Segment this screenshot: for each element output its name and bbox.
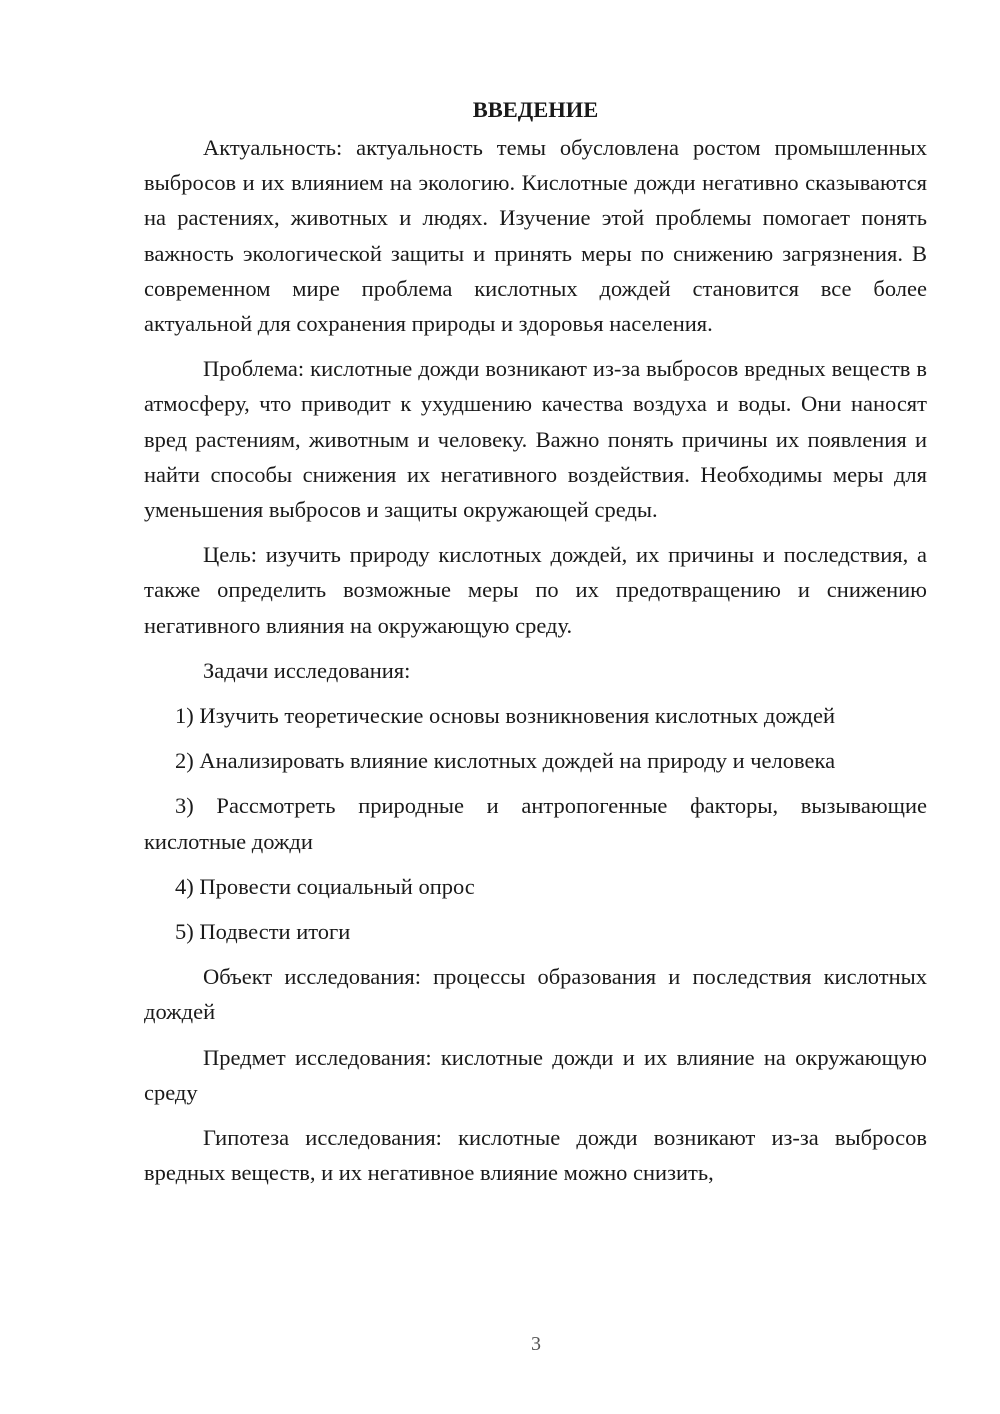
task-item: 1) Изучить теоретические основы возникновения кислотных дождей <box>175 703 836 729</box>
section-title: ВВЕДЕНИЕ <box>472 97 599 122</box>
problem-paragraph: Проблема: кислотные дожди возникают из-за выбросов вредных веществ в атмосферу, что приводит к ухудшению качества воздуха и воды. Они наносят вред растениям, животным и человеку. Важно понять причины их появления и найти способы снижения их негативного воздействия. Необходимы меры для уменьшения выбросов и защиты окружающей среды. <box>144 356 927 523</box>
page-number: 3 <box>531 1333 541 1355</box>
object-paragraph: Объект исследования: процессы образования и последствия кислотных дождей <box>144 964 927 1025</box>
task-item: 3) Рассмотреть природные и антропогенные факторы, вызывающие кислотные дожди <box>144 793 927 854</box>
goal-paragraph: Цель: изучить природу кислотных дождей, их причины и последствия, а также определить возможные меры по их предотвращению и снижению негативного влияния на окружающую среду. <box>144 542 927 638</box>
tasks-heading: Задачи исследования: <box>203 657 411 683</box>
task-item: 5) Подвести итоги <box>175 919 351 945</box>
task-item: 2) Анализировать влияние кислотных дождей на природу и человека <box>175 748 836 774</box>
subject-paragraph: Предмет исследования: кислотные дожди и их влияние на окружающую среду <box>144 1044 927 1105</box>
relevance-paragraph: Актуальность: актуальность темы обусловлена ростом промышленных выбросов и их влиянием на экологию. Кислотные дожди негативно сказываются на растениях, животных и людях. Изучение этой проблемы помогает понять важность экологической защиты и принять меры по снижению загрязнения. В современном мире проблема кислотных дождей становится все более актуальной для сохранения природы и здоровья населения. <box>144 135 927 337</box>
page-content <box>144 92 927 1200</box>
task-item: 4) Провести социальный опрос <box>175 873 475 899</box>
hypothesis-paragraph: Гипотеза исследования: кислотные дожди возникают из-за выбросов вредных веществ, и их негативное влияние можно снизить, <box>144 1125 927 1186</box>
